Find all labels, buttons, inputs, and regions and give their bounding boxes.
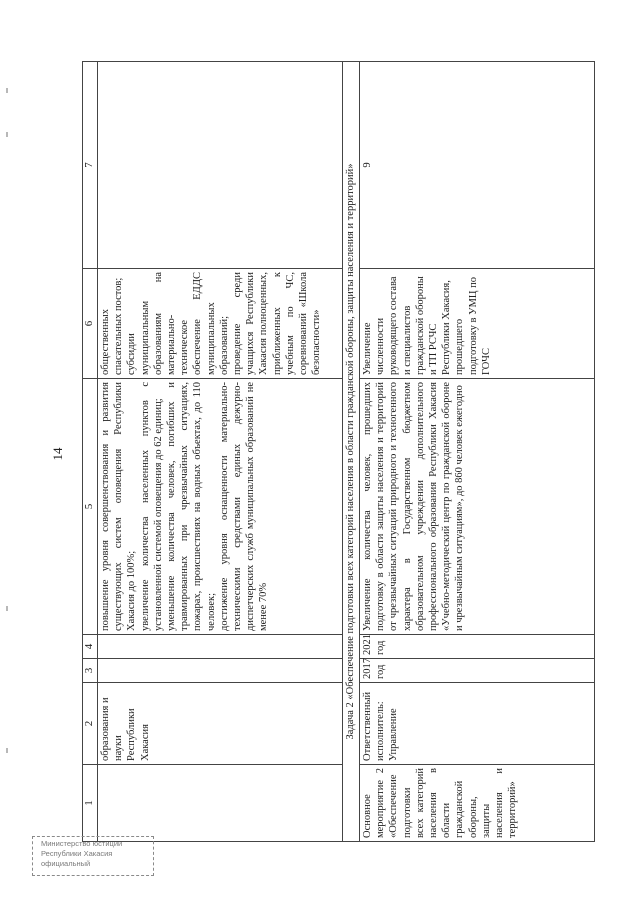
scan-mark	[6, 606, 8, 611]
scan-mark	[6, 132, 8, 137]
result-item: повышение уровня совершенствования и развития существующих систем оповещения Республики Хакасия до 100%;	[100, 382, 138, 631]
table-row	[360, 62, 595, 842]
cell-c6-measures	[98, 269, 343, 379]
cell-c7	[98, 62, 343, 269]
cell-c5-result: Увеличение количества человек, прошедших подготовку в области защиты населения и территорий от чрезвычайных ситуаций природного и техногенного характера в Государственном бюджетном образовательном учреждении дополнительного профессионального образования Республики Хакасия «Учебно-методический центр по гражданской обороне и чрезвычайным ситуациям», до 860 человек ежегодно	[360, 379, 595, 635]
measure-item: субсидии муниципальным образованиям на материально-техническое обеспечение ЕДДС муниципальных образований;	[126, 272, 230, 375]
header-cell: 1	[83, 765, 98, 842]
cell-c7-link: 9	[360, 62, 595, 269]
header-cell: 4	[83, 635, 98, 659]
result-item: увеличение количества населенных пунктов с установленной системой оповещения до 62 единиц;	[139, 382, 164, 631]
scan-mark	[6, 88, 8, 93]
cell-c6-measure: Увеличение численности руководящего состава и специалистов гражданской обороны и ТП РСЧС Республики Хакасия, прошедшего подготовку в УМЦ по ГОЧС	[360, 269, 595, 379]
task-title-row	[343, 62, 360, 842]
stamp-line: Республики Хакасия	[41, 849, 113, 858]
result-item: достижение уровня оснащенности материально-техническими средствами единых дежурно-диспетчерских служб муниципальных образований не менее 70%	[218, 382, 270, 631]
table-header-row	[83, 62, 98, 842]
cell-c1-event: Основное мероприятие 2 «Обеспечение подготовки всех категорий населения в области гражданской обороны, защиты населения и территорий»	[360, 765, 595, 842]
header-cell: 6	[83, 269, 98, 379]
task-title: Задача 2 «Обеспечение подготовки всех категорий населения в области гражданской обороны, защиты населения и территорий»	[343, 62, 360, 842]
cell-c4-end-year: 2021 год	[360, 635, 595, 659]
executor-text: образования и науки Республики Хакасия	[100, 697, 151, 761]
program-table	[82, 61, 595, 842]
header-cell: 7	[83, 62, 98, 269]
cell-c5-results	[98, 379, 343, 635]
stamp-line: Министерство юстиции	[41, 839, 123, 848]
scan-mark	[6, 748, 8, 753]
header-cell: 3	[83, 659, 98, 683]
cell-c3-start-year: 2017 год	[360, 659, 595, 683]
cell-c2-executor: Ответственный исполнитель: Управление	[360, 683, 595, 765]
registration-stamp	[32, 836, 154, 876]
rotated-document	[82, 62, 594, 842]
stamp-line: официальный	[41, 859, 91, 868]
cell-c2	[98, 683, 343, 765]
cell-c3	[98, 659, 343, 683]
page-number: 14	[50, 447, 65, 461]
header-cell: 2	[83, 683, 98, 765]
header-cell: 5	[83, 379, 98, 635]
result-item: уменьшение количества человек, погибших и травмированных при чрезвычайных ситуациях, пожарах, происшествиях на водных объектах, до 110 человек;	[166, 382, 217, 631]
cell-c4	[98, 635, 343, 659]
table-row	[98, 62, 343, 842]
measure-item: проведение среди учащихся Республики Хакасия полноценных, приближенных к учебным по ЧС, соревнований «Школа безопасности»	[232, 272, 323, 375]
measure-item: общественных спасательных постов;	[100, 277, 125, 375]
cell-c1	[98, 765, 343, 842]
